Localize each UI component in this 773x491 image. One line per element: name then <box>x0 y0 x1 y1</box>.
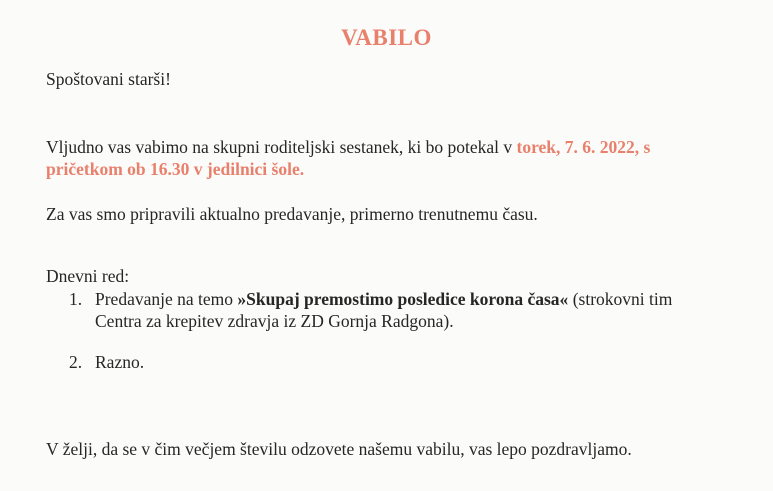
agenda-item-number: 1. <box>69 289 83 309</box>
lecture-title: »Skupaj premostimo posledice korona časa« <box>237 289 569 309</box>
document-title: VABILO <box>341 25 432 50</box>
lecture-paragraph: Za vas smo pripravili aktualno predavanje, primerno trenutnemu času. <box>46 204 538 224</box>
agenda-item-text: Razno. <box>95 352 145 372</box>
agenda-item-1-continuation: Centra za krepitev zdravja iz ZD Gornja Radgona). <box>95 311 454 331</box>
greeting: Spoštovani starši! <box>46 69 171 89</box>
invitation-paragraph-line-1 <box>46 136 650 158</box>
invitation-time-location-highlight: pričetkom ob 16.30 v jedilnici šole. <box>46 159 305 179</box>
invitation-date-highlight: torek, 7. 6. 2022, s <box>516 137 651 157</box>
agenda-item-1 <box>69 288 672 310</box>
invitation-paragraph-line-2 <box>46 158 304 180</box>
closing-paragraph: V želji, da se v čim večjem številu odzovete našemu vabilu, vas lepo pozdravljamo. <box>46 439 632 459</box>
invitation-text: Vljudno vas vabimo na skupni roditeljski sestanek, ki bo potekal v <box>46 137 517 157</box>
agenda-heading: Dnevni red: <box>46 266 130 286</box>
agenda-item-2 <box>69 351 144 373</box>
agenda-item-text: Predavanje na temo <box>95 289 238 309</box>
agenda-item-text-after: (strokovni tim <box>568 289 673 309</box>
agenda-item-number: 2. <box>69 352 83 372</box>
